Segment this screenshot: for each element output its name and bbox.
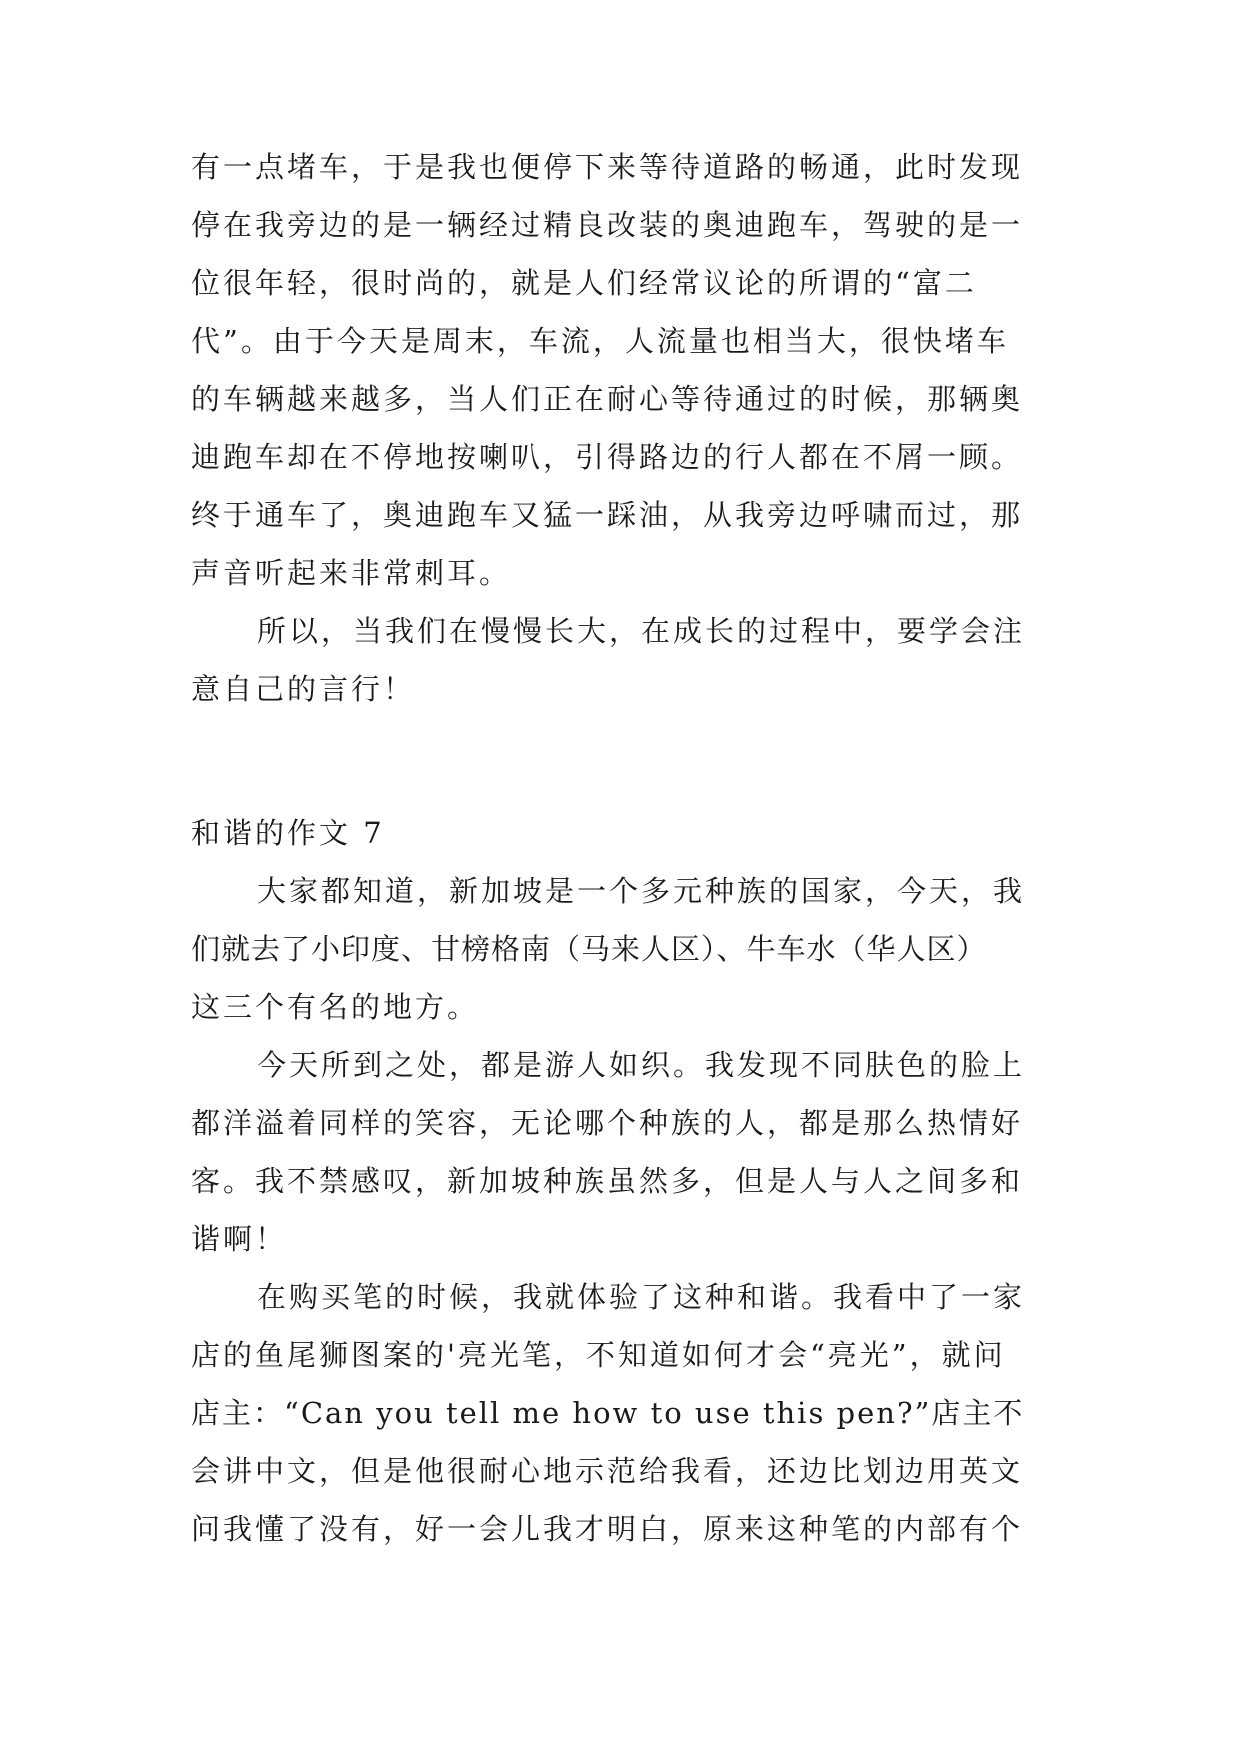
essay-title: 和谐的作文 7 — [191, 816, 385, 850]
text-line: 迪跑车却在不停地按喇叭，引得路边的行人都在不屑一顾。 — [191, 440, 1024, 474]
text-line: 位很年轻，很时尚的，就是人们经常议论的所谓的“富二 — [191, 266, 977, 300]
text-line: 意自己的言行！ — [191, 672, 416, 706]
text-line: 谐啊！ — [191, 1222, 288, 1256]
text-line: 客。我不禁感叹，新加坡种族虽然多，但是人与人之间多和 — [191, 1164, 1024, 1198]
text-line: 今天所到之处，都是游人如织。我发现不同肤色的脸上 — [257, 1048, 1026, 1082]
text-line: 代”。由于今天是周末，车流，人流量也相当大，很快堵车 — [191, 324, 1009, 358]
essay-body-block — [191, 862, 1071, 1558]
text-line: 店主：“Can you tell me how to use this pen?”店主不 — [191, 1396, 1025, 1430]
text-line: 大家都知道，新加坡是一个多元种族的国家，今天，我 — [257, 874, 1026, 908]
text-line: 这三个有名的地方。 — [191, 990, 480, 1024]
text-line: 店的鱼尾狮图案的'亮光笔，不知道如何才会“亮光”，就问 — [191, 1338, 1006, 1372]
text-line: 所以，当我们在慢慢长大，在成长的过程中，要学会注 — [257, 614, 1026, 648]
text-line: 会讲中文，但是他很耐心地示范给我看，还边比划边用英文 — [191, 1454, 1024, 1488]
essay-excerpt-block — [191, 138, 1071, 718]
text-line: 有一点堵车，于是我也便停下来等待道路的畅通，此时发现 — [191, 150, 1024, 184]
text-line: 声音听起来非常刺耳。 — [191, 556, 512, 590]
text-line: 终于通车了，奥迪跑车又猛一踩油，从我旁边呼啸而过，那 — [191, 498, 1024, 532]
text-line: 都洋溢着同样的笑容，无论哪个种族的人，都是那么热情好 — [191, 1106, 1024, 1140]
text-line: 问我懂了没有，好一会儿我才明白，原来这种笔的内部有个 — [191, 1512, 1024, 1546]
text-line: 的车辆越来越多，当人们正在耐心等待通过的时候，那辆奥 — [191, 382, 1024, 416]
text-line: 们就去了小印度、甘榜格南（马来人区）、牛车水（华人区） — [191, 932, 987, 966]
text-line: 在购买笔的时候，我就体验了这种和谐。我看中了一家 — [257, 1280, 1026, 1314]
text-line: 停在我旁边的是一辆经过精良改装的奥迪跑车，驾驶的是一 — [191, 208, 1024, 242]
